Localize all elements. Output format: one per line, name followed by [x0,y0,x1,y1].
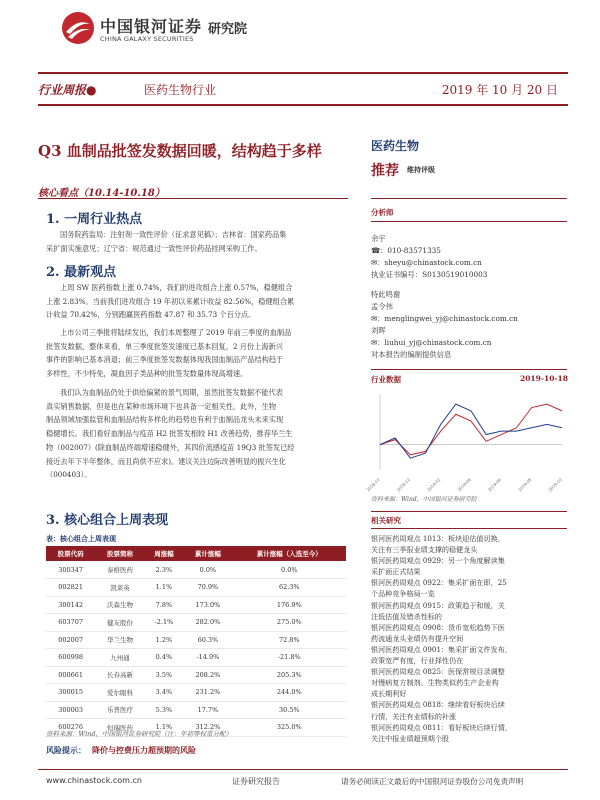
sidebar-sector: 医药生物 [371,139,420,153]
table-header: 股票简称 [95,546,144,561]
chart-x-tick-label: 2019-06 [486,477,503,493]
chart-x-tick-label: 2019-04 [456,477,472,493]
table-source: 资料来源：Wind，中国银河证券研究院（注：年初等权重分配） [46,730,232,738]
related-research-item[interactable]: 药流通龙头业绩仍有提升空间 [371,633,464,643]
analyst-tel: ☎：010-83571335 [371,246,441,255]
table-cell: 244.0% [233,684,346,702]
table-cell: 205.3% [233,666,346,684]
table-row [46,596,346,614]
related-research-item[interactable]: 银河医药周观点 0811：看好板块后续行情， [371,722,512,732]
table-cell: 沃森生物 [95,596,144,614]
analyst-license: 执业证书编号：S0130519010003 [371,270,488,279]
table-cell: 300015 [46,684,95,702]
table-cell: 3.5% [145,666,184,684]
footer-rule [38,769,568,770]
related-research-item[interactable]: 银河医药周观点 0922：集采扩面在即，25 [371,578,507,588]
report-header-bar [38,78,568,100]
section-1-line: 采扩面实施意见；辽宁省：规范通过一致性评价药品挂网采购工作。 [46,243,262,253]
section-1-text [46,228,346,255]
galaxy-logo-icon [60,10,96,46]
paragraph-line: 计收益 70.42%，分别跑赢医药指数 47.87 和 35.73 个百分点。 [46,310,256,320]
table-row [46,561,346,579]
researcher-2-name: 刘晖 [371,326,386,335]
table-cell: 176.9% [233,596,346,614]
section-1-title: 1. 一周行业热点 [46,212,143,227]
paragraph-line: 制品领域加强监管和血制品结构多样化的趋势也有利于血制品龙头未来实现 [46,415,284,425]
table-row [46,579,346,597]
related-research-item[interactable]: 成长期利好 [371,689,407,699]
table-cell: 312.2% [183,719,232,737]
analyst-name: 余宇 [371,234,386,243]
core-points-title: 核心看点（10.14-10.18） [38,188,165,199]
section-1-line: 国务院药监局：注射剂一致性评价（征求意见稿）；吉林省：国家药品集 [60,230,287,239]
related-research-item[interactable]: 行情，关注有业绩标的补涨 [371,711,457,721]
industry-index-chart [365,388,570,493]
section-2-paragraph-3 [46,386,346,482]
table-cell: 325.0% [233,719,346,737]
footer-disclaimer: 请务必阅读正文最后的中国银河证券股份公司免责声明 [341,777,524,786]
table-cell: 72.8% [233,631,346,649]
header-bottom-rule [38,104,568,106]
paragraph-line: 我们认为血制品仍处于供给偏紧的景气周期，虽然批签发数据不能代表 [60,388,283,397]
paragraph-line: 多样性，不少特免，凝血因子类品种的批签发数量体现高增速。 [46,369,248,379]
related-research-item[interactable]: 银河医药周观点 0929：另一个角度解读集 [371,556,505,566]
paragraph-line: 上涨 2.83%。当前我们进攻组合 19 年初以来累计收益 82.56%，稳健组合累 [46,296,295,306]
related-research-item[interactable]: 银河医药周观点 1013：板块迎估值切换， [371,534,505,543]
analyst-label: 分析师 [371,208,394,217]
related-research-item[interactable]: 银河医药周观点 0901：集采扩面文件发布， [371,644,512,654]
researcher-1-email[interactable]: ✉：menglingwei_yj@chinastock.com.cn [371,314,518,323]
table-cell: 282.0% [183,614,232,632]
table-row [46,684,346,702]
related-research-item[interactable]: 采扩面正式结果 [371,567,421,577]
related-research-item[interactable]: 关注有三季报业绩支撑的稳健龙头 [371,545,478,555]
thanks-label: 特此鸣谢 [371,290,401,299]
risk-label: 风险提示： [46,745,86,755]
chart-x-tick-label: 2019-10 [547,477,563,493]
table-cell: 231.2% [183,684,232,702]
chart-source: 资料来源：Wind，中国银河证券研究院 [371,496,477,503]
table-cell: 600998 [46,649,95,667]
table-cell: -21.8% [233,649,346,667]
chart-series-line [380,404,562,458]
table-cell: 0.4% [145,649,184,667]
section-3-title: 3. 核心组合上周表现 [46,513,169,528]
related-research-list [371,533,571,744]
researcher-1-name: 孟令伟 [371,302,393,311]
table-cell: 002821 [46,579,95,597]
table-cell: 0.0% [183,561,232,579]
table-header: 股票代码 [46,546,95,561]
rating-sub: 维持评级 [407,165,435,174]
analyst-email[interactable]: ✉：sheyu@chinastock.com.cn [371,258,482,267]
table-cell: 5.3% [145,701,184,719]
paragraph-line: 接近去年下半年整体，而且尚供不应求)。建议关注边际改善明显的振兴生化 [46,456,286,466]
chart-x-tick-label: 2019-08 [517,477,533,493]
related-research-item[interactable]: 银河医药周观点 0818：继续看好板块后续 [371,700,505,710]
table-cell: 华兰生物 [95,631,144,649]
footer-url[interactable]: www.chinastock.com.cn [46,776,142,785]
table-cell: 乐普医疗 [95,701,144,719]
thanks-note: 对本报告的编制提供信息 [371,350,452,359]
paragraph-line: 物（002007）(除血制品终端增速稳健外，其四价流感疫苗 19Q3 批签发已经 [46,442,295,452]
table-header-row [46,546,346,561]
related-research-item[interactable]: 银河医药周观点 0825：医保常规目录调整 [371,667,505,677]
related-research-item[interactable]: 政策宽严有度，行业择性仍在 [371,656,464,666]
table-cell: 7.8% [145,596,184,614]
table-header: 累计涨幅（入选至今） [233,546,346,561]
sidebar-rule [371,528,567,529]
table-cell: 603707 [46,614,95,632]
institute-label: 研究院 [208,22,248,37]
researcher-2-email[interactable]: ✉：liuhui_yj@chinastock.com.cn [371,338,492,347]
chart-x-tick-label: 2018-12 [395,477,412,493]
section-2-title: 2. 最新观点 [46,265,117,280]
table-cell: 300142 [46,596,95,614]
table-cell: 健友股份 [95,614,144,632]
related-research-item[interactable]: 银河医药周观点 0908：货币宽松趋势下医 [371,622,505,632]
paragraph-line: 事件的影响已基本消退；前三季度批签发数据体现我国血制品产品结构趋于 [46,355,284,365]
paragraph-line: 上周 SW 医药指数上涨 0.74%，我们的进攻组合上涨 0.57%，稳健组合 [60,283,293,292]
header-top-rule [38,72,568,74]
section-2-paragraph-2 [46,326,346,381]
table-cell: 九州通 [95,649,144,667]
page-title: Q3 血制品批签发数据回暖，结构趋于多样 [38,142,322,160]
report-type: 行业周报● [38,83,97,97]
sidebar-rule [371,511,567,512]
table-row [46,614,346,632]
report-date: 2019 年 10 月 20 日 [441,83,558,97]
related-research-item[interactable]: 银河医药周观点 0915：政策趋于和缓，关 [371,600,505,610]
table-cell: 000661 [46,666,95,684]
paragraph-line: 真实销售数据，但是也在某种市场环境下也具备一定相关性。此外，生物 [46,401,277,411]
table-cell: 208.2% [183,666,232,684]
table-cell: 2.3% [145,561,184,579]
table-cell: 恒瑞医药 [95,719,144,737]
chart-x-tick-label: 2019-02 [426,477,442,493]
table-cell: -14.9% [183,649,232,667]
table-cell: 1.2% [145,631,184,649]
logo-cn-text: 中国银河证券 [100,17,203,36]
core-points-rule [38,198,348,199]
table-cell: 300003 [46,701,95,719]
industry-name: 医药生物行业 [144,83,217,97]
section-2-paragraph-1 [46,281,346,322]
paragraph-line: （000403）。 [46,470,92,480]
table-cell: 3.4% [145,684,184,702]
sidebar-rule [371,221,567,222]
table-row [46,631,346,649]
table-cell: 0.0% [233,561,346,579]
table-cell: 275.0% [233,614,346,632]
related-research-item[interactable]: 关注中报业绩超预期个股 [371,733,450,743]
table-cell: 62.3% [233,579,346,597]
table-cell: 600276 [46,719,95,737]
table-cell: 泰格医药 [95,561,144,579]
table-cell: 300347 [46,561,95,579]
table-row [46,701,346,719]
related-research-item[interactable]: 个品种竞争格局一览 [371,589,435,599]
table-cell: 爱尔眼科 [95,684,144,702]
logo-en-text: CHINA GALAXY SECURITIES [100,35,194,43]
table-header: 累计涨幅 [183,546,232,561]
table-cell: 凯莱英 [95,579,144,597]
risk-text: 降价与控费压力超预期的风险 [92,745,196,755]
paragraph-line: 稳健增长。我们看好血制品与疫苗 H2 批签发相较 H1 改善趋势，推荐华兰生 [46,429,293,439]
table-cell: 70.9% [183,579,232,597]
chart-x-tick-label: 2018-10 [365,477,381,493]
sidebar-rule [371,369,567,370]
related-research-item[interactable]: 对慢病复方制剂、生物类似药生产企业构 [371,678,499,688]
footer-report-label: 证券研究报告 [232,777,280,786]
related-research-label: 相关研究 [371,516,401,525]
related-research-item[interactable]: 注低估值及错杀性标的 [371,611,442,621]
paragraph-line: 批签发数据，整体来看，单三季度批签发速度已基本回复，2 月份上海新兴 [46,341,283,351]
table-cell: 长春高新 [95,666,144,684]
sidebar-rule [371,198,567,199]
table-cell: -2.1% [145,614,184,632]
industry-data-label: 行业数据 [371,375,401,384]
table-cell: 17.7% [183,701,232,719]
rating-badge: 推荐 [371,163,399,179]
table-cell: 173.0% [183,596,232,614]
table-cell: 002007 [46,631,95,649]
table-title: 表：核心组合上周表现 [46,534,116,543]
table-row [46,649,346,667]
industry-data-date: 2019-10-18 [520,374,568,383]
table-cell: 1.1% [145,579,184,597]
table-cell: 1.1% [145,719,184,737]
table-row [46,666,346,684]
portfolio-table [46,546,346,737]
table-header: 周涨幅 [145,546,184,561]
table-cell: 60.3% [183,631,232,649]
table-cell: 30.5% [233,701,346,719]
paragraph-line: 上市公司三季报将陆续发出，我们本周整理了 2019 年前三季度的血制品 [60,328,292,337]
